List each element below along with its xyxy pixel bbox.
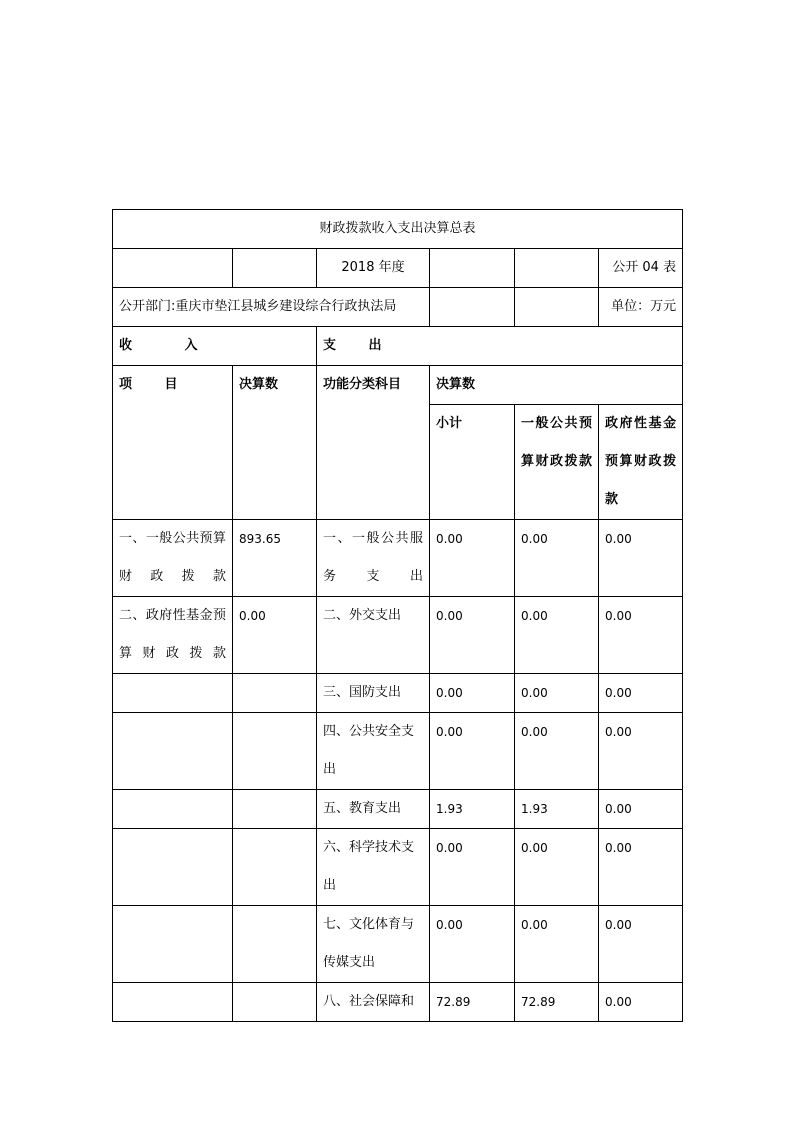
income-item: 一、一般公共预算财政拨款 (113, 520, 233, 597)
subtotal-value: 0.00 (430, 906, 515, 983)
expense-item: 五、教育支出 (317, 790, 430, 829)
income-item (113, 983, 233, 1022)
table-row (113, 829, 683, 906)
budget-summary-table (112, 209, 683, 1022)
expense-item: 三、国防支出 (317, 674, 430, 713)
expense-item: 一、一般公共服务支出 (317, 520, 430, 597)
income-amount (233, 674, 317, 713)
income-amount: 893.65 (233, 520, 317, 597)
gov-fund-value: 0.00 (599, 597, 683, 674)
gov-fund-header: 政府性基金预算财政拨款 (599, 405, 683, 520)
general-budget-header: 一般公共预算财政拨款 (515, 405, 599, 520)
table-number: 公开 04 表 (599, 249, 683, 288)
gov-fund-value: 0.00 (599, 674, 683, 713)
expense-item: 二、外交支出 (317, 597, 430, 674)
gov-fund-value: 0.00 (599, 829, 683, 906)
expense-item: 八、社会保障和 (317, 983, 430, 1022)
func-class-header: 功能分类科目 (317, 366, 430, 520)
subtotal-value: 0.00 (430, 829, 515, 906)
table-row (113, 597, 683, 674)
department-name: 公开部门:重庆市垫江县城乡建设综合行政执法局 (113, 288, 430, 327)
income-amount (233, 983, 317, 1022)
general-budget-value: 0.00 (515, 713, 599, 790)
table-title: 财政拨款收入支出决算总表 (113, 210, 683, 249)
subtotal-value: 0.00 (430, 674, 515, 713)
subtotal-value: 1.93 (430, 790, 515, 829)
income-item: 二、政府性基金预算财政拨款 (113, 597, 233, 674)
income-item (113, 674, 233, 713)
section-header-row (113, 327, 683, 366)
income-item (113, 829, 233, 906)
table-row (113, 983, 683, 1022)
income-amount (233, 829, 317, 906)
income-item (113, 906, 233, 983)
title-row (113, 210, 683, 249)
amount2-header: 决算数 (430, 366, 683, 405)
table-row (113, 906, 683, 983)
general-budget-value: 0.00 (515, 520, 599, 597)
expense-item: 四、公共安全支出 (317, 713, 430, 790)
unit-label: 单位：万元 (599, 288, 683, 327)
income-amount (233, 790, 317, 829)
subtotal-value: 0.00 (430, 597, 515, 674)
table-row (113, 674, 683, 713)
year-row (113, 249, 683, 288)
subtotal-value: 0.00 (430, 713, 515, 790)
fiscal-year: 2018 年度 (317, 249, 430, 288)
table-row (113, 790, 683, 829)
general-budget-value: 0.00 (515, 906, 599, 983)
expense-item: 七、文化体育与传媒支出 (317, 906, 430, 983)
gov-fund-value: 0.00 (599, 906, 683, 983)
table-row (113, 520, 683, 597)
income-item (113, 790, 233, 829)
subtotal-value: 0.00 (430, 520, 515, 597)
gov-fund-value: 0.00 (599, 713, 683, 790)
amount-header: 决算数 (233, 366, 317, 520)
subtotal-header: 小计 (430, 405, 515, 520)
income-item (113, 713, 233, 790)
income-amount (233, 906, 317, 983)
income-amount: 0.00 (233, 597, 317, 674)
subtotal-value: 72.89 (430, 983, 515, 1022)
income-amount (233, 713, 317, 790)
table-row (113, 713, 683, 790)
department-row (113, 288, 683, 327)
general-budget-value: 1.93 (515, 790, 599, 829)
gov-fund-value: 0.00 (599, 983, 683, 1022)
expense-item: 六、科学技术支出 (317, 829, 430, 906)
item-header: 项 目 (113, 366, 233, 520)
expense-header: 支 出 (317, 327, 683, 366)
general-budget-value: 0.00 (515, 829, 599, 906)
general-budget-value: 0.00 (515, 597, 599, 674)
income-header: 收 入 (113, 327, 317, 366)
gov-fund-value: 0.00 (599, 520, 683, 597)
gov-fund-value: 0.00 (599, 790, 683, 829)
general-budget-value: 0.00 (515, 674, 599, 713)
general-budget-value: 72.89 (515, 983, 599, 1022)
column-header-row (113, 366, 683, 405)
